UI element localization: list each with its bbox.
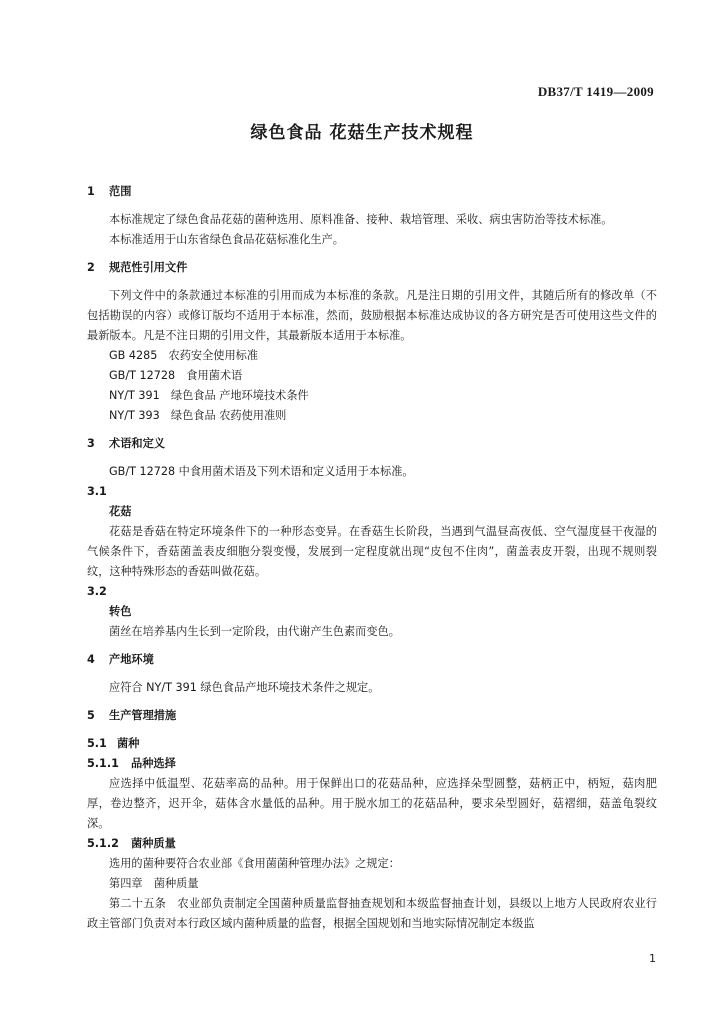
paragraph: 第四章 菌种质量 bbox=[109, 877, 199, 890]
section-title: 生产管理措施 bbox=[109, 709, 177, 722]
reference-list bbox=[87, 346, 657, 426]
section-number: 3 bbox=[87, 437, 95, 450]
clause-title: 菌种质量 bbox=[131, 837, 176, 850]
subsection-number: 5.1 bbox=[87, 737, 107, 750]
document-title: 绿色食品 花菇生产技术规程 bbox=[250, 123, 474, 143]
clause-heading bbox=[87, 754, 657, 774]
clause-heading bbox=[87, 834, 657, 854]
clause-number: 3.1 bbox=[87, 485, 107, 498]
paragraph: 本标准规定了绿色食品花菇的菌种选用、原料准备、接种、栽培管理、采收、病虫害防治等技术标准。 bbox=[109, 213, 613, 226]
section-number: 4 bbox=[87, 653, 95, 666]
section-4-heading bbox=[87, 650, 657, 670]
clause-number: 5.1.2 bbox=[87, 837, 119, 850]
subsection-heading bbox=[87, 734, 657, 754]
term-definition: 花菇是香菇在特定环境条件下的一种形态变异。在香菇生长阶段，当遇到气温昼高夜低、空气湿度昼干夜湿的气候条件下，香菇菌盖表皮细胞分裂变慢，发展到一定程度就出现“皮包不住肉”，菌盖表皮开裂，出现不规则裂纹，这种特殊形态的香菇叫做花菇。 bbox=[87, 525, 657, 578]
reference-item: GB 4285 农药安全使用标准 bbox=[109, 349, 259, 362]
reference-item: NY/T 391 绿色食品 产地环境技术条件 bbox=[109, 389, 309, 402]
section-title: 规范性引用文件 bbox=[109, 261, 188, 274]
section-title: 范围 bbox=[109, 185, 132, 198]
reference-item: NY/T 393 绿色食品 农药使用准则 bbox=[109, 409, 287, 422]
document-body bbox=[87, 182, 657, 934]
section-number: 2 bbox=[87, 261, 95, 274]
section-2-heading bbox=[87, 258, 657, 278]
section-title: 术语和定义 bbox=[109, 437, 165, 450]
section-title: 产地环境 bbox=[109, 653, 154, 666]
reference-item: GB/T 12728 食用菌术语 bbox=[109, 369, 243, 382]
section-5-heading bbox=[87, 706, 657, 726]
page-number: 1 bbox=[649, 952, 656, 965]
term-definition: 菌丝在培养基内生长到一定阶段，由代谢产生色素而变色。 bbox=[109, 625, 400, 638]
clause-number: 5.1.1 bbox=[87, 757, 119, 770]
section-number: 5 bbox=[87, 709, 95, 722]
paragraph: GB/T 12728 中食用菌术语及下列术语和定义适用于本标准。 bbox=[109, 465, 414, 478]
section-3-heading bbox=[87, 434, 657, 454]
paragraph: 下列文件中的条款通过本标准的引用而成为本标准的条款。凡是注日期的引用文件，其随后所有的修改单（不包括勘误的内容）或修订版均不适用于本标准，然而，鼓励根据本标准达成协议的各方研究是否可使用这些文件的最新版本。凡是不注日期的引用文件，其最新版本适用于本标准。 bbox=[87, 289, 657, 342]
paragraph: 选用的菌种要符合农业部《食用菌菌种管理办法》之规定： bbox=[109, 857, 400, 870]
clause-title: 品种选择 bbox=[131, 757, 176, 770]
subsection-title: 菌种 bbox=[117, 737, 140, 750]
paragraph: 第二十五条 农业部负责制定全国菌种质量监督抽查规划和本级监督抽查计划，县级以上地方人民政府农业行政主管部门负责对本行政区域内菌种质量的监督，根据全国规划和当地实际情况制定本级监 bbox=[87, 897, 657, 930]
paragraph: 应符合 NY/T 391 绿色食品产地环境技术条件之规定。 bbox=[109, 681, 380, 694]
section-number: 1 bbox=[87, 185, 95, 198]
term-name: 花菇 bbox=[109, 505, 132, 518]
paragraph: 应选择中低温型、花菇率高的品种。用于保鲜出口的花菇品种，应选择朵型圆整，菇柄正中，柄短，菇肉肥厚，卷边整齐，迟开伞，菇体含水量低的品种。用于脱水加工的花菇品种，要求朵型圆好，菇褶细，菇盖龟裂纹深。 bbox=[87, 777, 657, 830]
standard-code: DB37/T 1419—2009 bbox=[537, 84, 654, 99]
clause-number: 3.2 bbox=[87, 585, 107, 598]
paragraph: 本标准适用于山东省绿色食品花菇标准化生产。 bbox=[109, 233, 344, 246]
section-1-heading bbox=[87, 182, 657, 202]
term-name: 转色 bbox=[109, 605, 132, 618]
